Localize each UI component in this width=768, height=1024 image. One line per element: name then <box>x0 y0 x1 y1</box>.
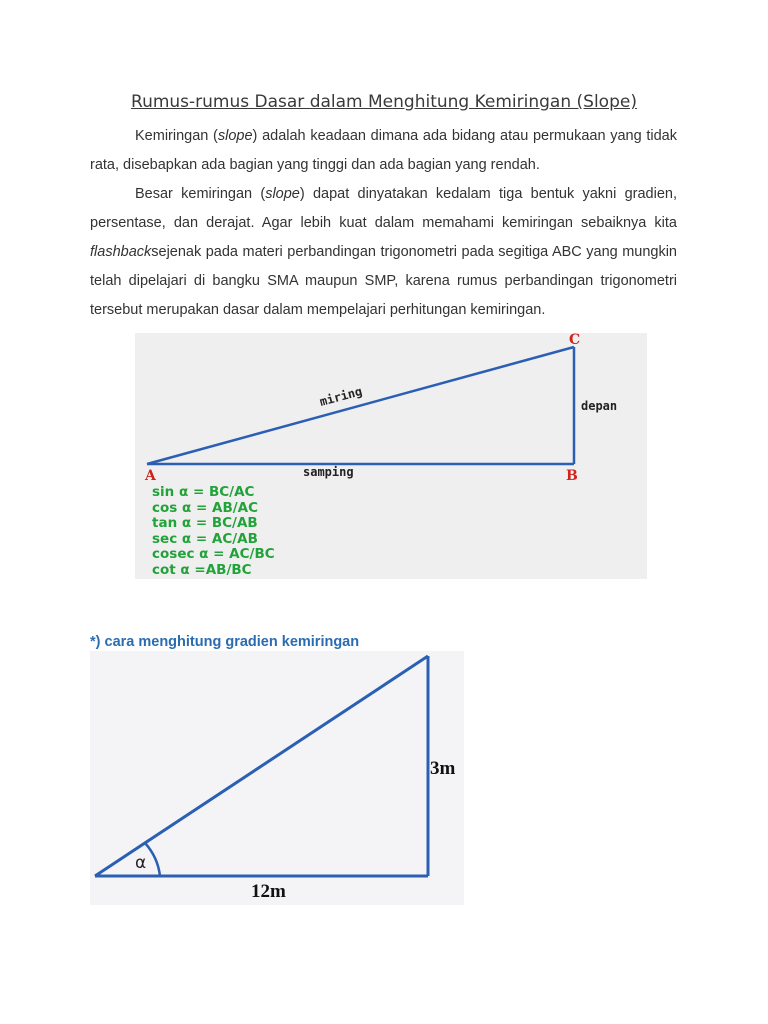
paragraph-definition: Kemiringan (slope) adalah keadaan dimana ada bidang atau permukaan yang tidak rata, disebapkan ada bagian yang tinggi dan ada bagian yang rendah. <box>90 128 677 173</box>
formula-tan: tan α = BC/AB <box>152 515 258 531</box>
opposite-label: depan <box>581 399 618 413</box>
paragraph-explanation: Besar kemiringan (slope) dapat dinyatakan kedalam tiga bentuk yakni gradien, persentase, dan derajat. Agar lebih kuat dalam memahami kemiringan sebaiknya kita flashbacksejenak pada materi perbandingan trigonometri pada segitiga ABC yang mungkin telah dipelajari di bangku SMA maupun SMP, karena rumus perbandingan trigonometri tersebut merupakan dasar dalam mempelajari perhitungan kemiringan. <box>90 186 678 318</box>
vertex-c-label: C <box>569 333 581 348</box>
gradient-triangle-figure <box>90 651 464 905</box>
vertex-a-label: A <box>145 468 156 484</box>
side-ac <box>147 347 574 464</box>
angle-arc <box>145 843 160 876</box>
formula-sin: sin α = BC/AC <box>152 484 255 500</box>
document-title: Rumus-rumus Dasar dalam Menghitung Kemiringan (Slope) <box>131 92 637 112</box>
triangle-abc-figure <box>135 333 647 579</box>
formula-sec: sec α = AC/AB <box>152 530 258 547</box>
hypotenuse-label: miring <box>318 384 364 409</box>
gradient-triangle-lines <box>95 656 428 876</box>
angle-label: α <box>135 853 147 873</box>
formula-cosec: cosec α = AC/BC <box>152 546 275 562</box>
gradient-subheading: *) cara menghitung gradien kemiringan <box>90 634 360 650</box>
formula-cot: cot α =AB/BC <box>152 561 252 578</box>
triangle-abc-lines <box>147 347 574 464</box>
vertex-b-label: B <box>566 468 578 484</box>
trig-formula-list <box>152 485 275 578</box>
height-label: 3m <box>430 758 456 779</box>
adjacent-label: samping <box>303 465 354 479</box>
formula-cos: cos α = AB/AC <box>152 499 259 516</box>
base-label: 12m <box>251 881 286 902</box>
slope-side <box>95 656 428 876</box>
